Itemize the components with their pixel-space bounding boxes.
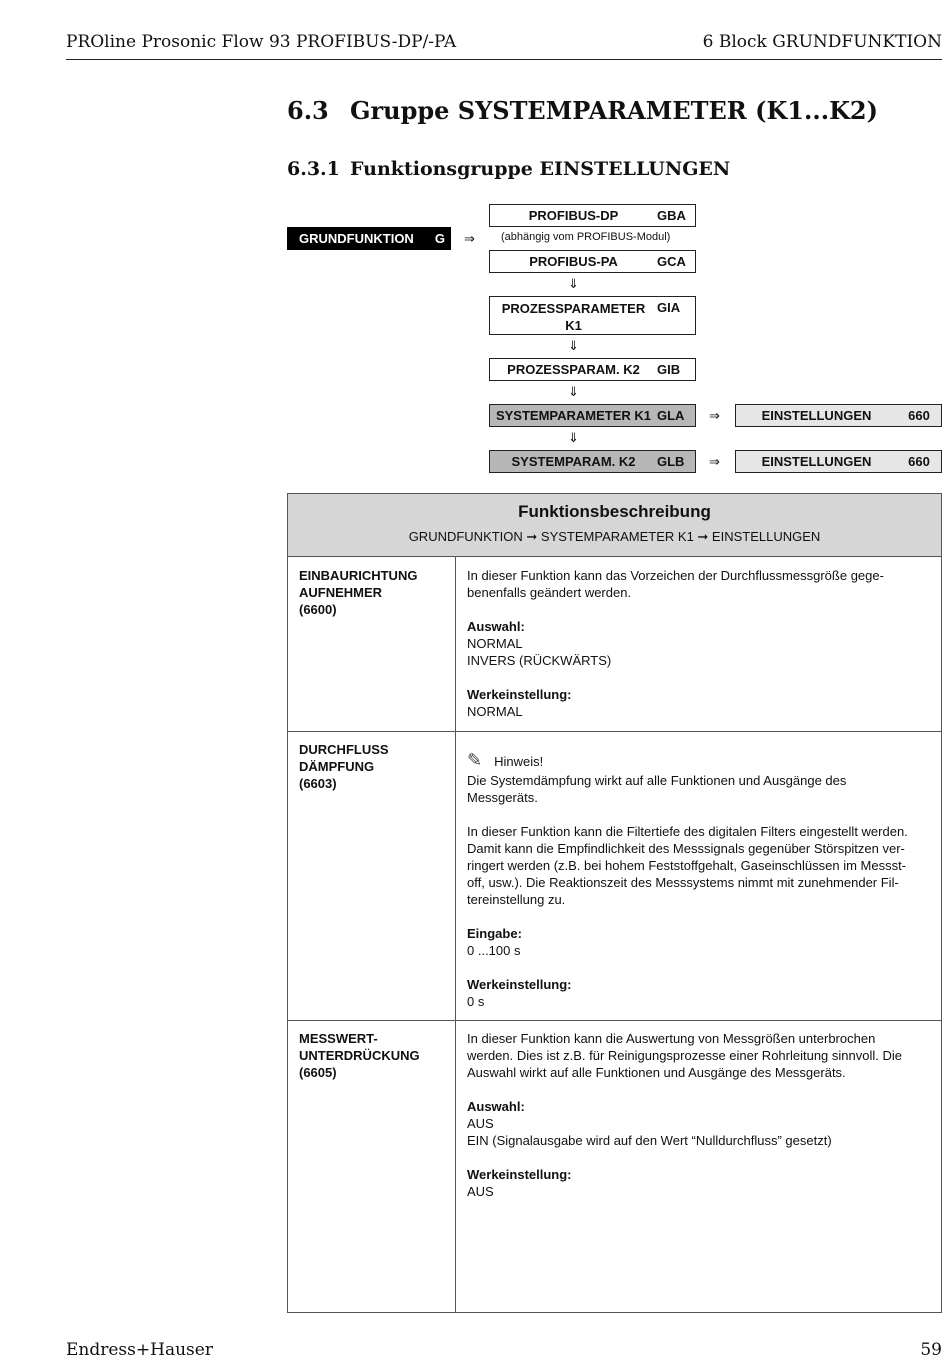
root-block-code: G xyxy=(434,231,445,246)
group-label: SYSTEMPARAMETER K1 xyxy=(495,408,652,423)
group-box-profibus-dp xyxy=(489,204,696,227)
default-value: 0 s xyxy=(467,994,485,1009)
group-code: GIB xyxy=(657,362,681,377)
target-code: 660 xyxy=(908,454,930,469)
function-name-line: EINBAURICHTUNG xyxy=(299,568,418,583)
function-name-6603 xyxy=(299,741,389,792)
selection-option: EIN (Signalausgabe wird auf den Wert “Nulldurchfluss” gesetzt) xyxy=(467,1133,832,1148)
function-name-6600 xyxy=(299,567,417,618)
selection-option: INVERS (RÜCKWÄRTS) xyxy=(467,653,612,668)
group-code: GLB xyxy=(657,454,685,469)
function-name-line: MESSWERT- xyxy=(299,1031,378,1046)
group-label: PROZESSPARAM. K2 xyxy=(507,362,640,377)
footer-brand: Endress+Hauser xyxy=(66,1340,213,1360)
selection-label: Auswahl: xyxy=(467,619,525,634)
table-title: Funktionsbeschreibung xyxy=(518,502,711,521)
group-label: PROZESSPARAMETER K1 xyxy=(501,301,646,333)
pencil-note-icon: ✎ xyxy=(467,750,483,770)
arrow-down-icon: ⇓ xyxy=(568,276,579,291)
root-block-label: GRUNDFUNKTION xyxy=(299,231,414,246)
desc-text: In dieser Funktion kann das Vorzeichen der Durchflussmessgröße gege- xyxy=(467,568,884,583)
selection-option: NORMAL xyxy=(467,636,523,651)
subsection-title: Funktionsgruppe EINSTELLUNGEN xyxy=(350,158,731,180)
function-desc-6600 xyxy=(467,567,932,720)
note-text: Messgeräts. xyxy=(467,790,538,805)
default-value: NORMAL xyxy=(467,704,523,719)
desc-text: tereinstellung zu. xyxy=(467,892,566,907)
header-rule xyxy=(66,59,942,60)
subsection-number: 6.3.1 xyxy=(287,158,340,180)
row-divider xyxy=(288,1020,941,1021)
group-box-profibus-pa xyxy=(489,250,696,273)
group-box-prozessparameter-k1 xyxy=(489,296,696,335)
column-divider xyxy=(455,556,456,1313)
desc-text: ringert werden (z.B. bei hohem Feststoffgehalt, Gaseinschlüssen im Messst- xyxy=(467,858,907,873)
default-label: Werkeinstellung: xyxy=(467,687,572,702)
desc-text: benenfalls geändert werden. xyxy=(467,585,632,600)
note-heading: Hinweis! xyxy=(494,754,544,769)
group-box-systemparameter-k1 xyxy=(489,404,696,427)
group-code: GIA xyxy=(657,300,681,315)
function-name-line: DÄMPFUNG xyxy=(299,759,375,774)
note-text: Die Systemdämpfung wirkt auf alle Funktionen und Ausgänge des xyxy=(467,773,847,788)
group-box-prozessparam-k2 xyxy=(489,358,696,381)
function-desc-6603 xyxy=(467,752,932,1010)
group-box-systemparam-k2 xyxy=(489,450,696,473)
desc-text: Auswahl wirkt auf alle Funktionen und Ausgänge des Messgeräts. xyxy=(467,1065,846,1080)
root-block-box xyxy=(287,227,451,250)
group-label: SYSTEMPARAM. K2 xyxy=(511,454,636,469)
section-title: Gruppe SYSTEMPARAMETER (K1...K2) xyxy=(350,96,878,125)
arrow-down-icon: ⇓ xyxy=(568,430,579,445)
desc-text: off, usw.). Die Reaktionszeit des Messsystems nimmt mit zunehmender Fil- xyxy=(467,875,899,890)
arrow-down-icon: ⇓ xyxy=(568,338,579,353)
input-range: 0 ...100 s xyxy=(467,943,521,958)
function-name-line: AUFNEHMER xyxy=(299,585,383,600)
running-header-title: PROline Prosonic Flow 93 PROFIBUS-DP/-PA xyxy=(66,32,457,52)
function-name-line: (6605) xyxy=(299,1065,337,1080)
module-note: (abhängig vom PROFIBUS-Modul) xyxy=(501,231,671,243)
arrow-right-icon: ⇒ xyxy=(709,454,720,469)
target-box-einstellungen-k2 xyxy=(735,450,942,473)
desc-text: In dieser Funktion kann die Filtertiefe des digitalen Filters eingestellt werden. xyxy=(467,824,908,839)
selection-option: AUS xyxy=(467,1116,494,1131)
desc-text: Damit kann die Empfindlichkeit des Messsignals gegenüber Störspitzen ver- xyxy=(467,841,905,856)
desc-text: In dieser Funktion kann die Auswertung von Messgrößen unterbrochen xyxy=(467,1031,876,1046)
function-name-line: (6603) xyxy=(299,776,337,791)
selection-label: Auswahl: xyxy=(467,1099,525,1114)
target-label: EINSTELLUNGEN xyxy=(761,408,872,423)
input-label: Eingabe: xyxy=(467,926,522,941)
page-number: 59 xyxy=(920,1340,942,1360)
arrow-down-icon: ⇓ xyxy=(568,384,579,399)
function-name-line: UNTERDRÜCKUNG xyxy=(299,1048,420,1063)
section-number: 6.3 xyxy=(287,96,329,125)
group-label: PROFIBUS-PA xyxy=(529,254,618,269)
function-name-6605 xyxy=(299,1030,420,1081)
target-box-einstellungen-k1 xyxy=(735,404,942,427)
arrow-right-icon: ⇒ xyxy=(709,408,720,423)
group-label: PROFIBUS-DP xyxy=(528,208,619,223)
group-code: GBA xyxy=(657,208,686,223)
function-desc-6605 xyxy=(467,1030,932,1200)
arrow-right-icon: ⇒ xyxy=(464,231,475,246)
default-label: Werkeinstellung: xyxy=(467,977,572,992)
group-code: GLA xyxy=(657,408,685,423)
target-label: EINSTELLUNGEN xyxy=(761,454,872,469)
function-name-line: (6600) xyxy=(299,602,337,617)
default-label: Werkeinstellung: xyxy=(467,1167,572,1182)
group-code: GCA xyxy=(657,254,686,269)
default-value: AUS xyxy=(467,1184,494,1199)
target-code: 660 xyxy=(908,408,930,423)
function-name-line: DURCHFLUSS xyxy=(299,742,389,757)
function-table-header xyxy=(288,494,941,557)
table-path: GRUNDFUNKTION ➞ SYSTEMPARAMETER K1 ➞ EINSTELLUNGEN xyxy=(408,529,821,544)
running-header-chapter: 6 Block GRUNDFUNKTION xyxy=(702,32,942,52)
row-divider xyxy=(288,731,941,732)
desc-text: werden. Dies ist z.B. für Reinigungsprozesse einer Rohrleitung sinnvoll. Die xyxy=(467,1048,902,1063)
